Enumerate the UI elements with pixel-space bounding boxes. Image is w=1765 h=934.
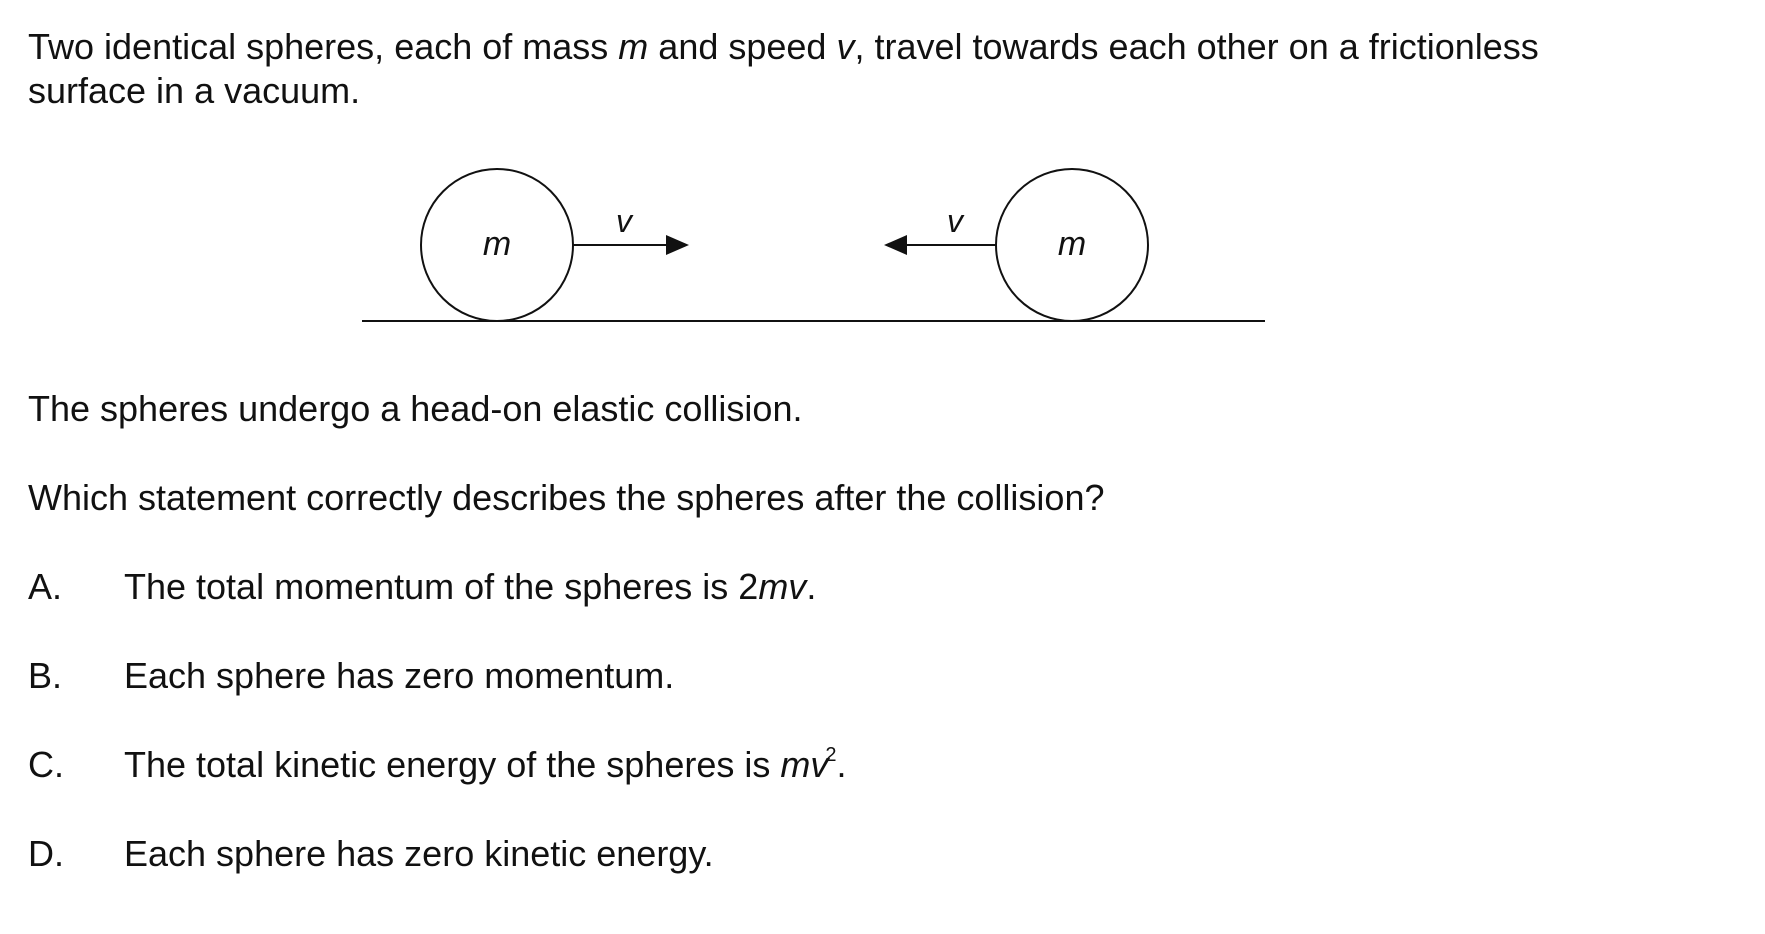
option-a-text[interactable] xyxy=(124,565,816,609)
intro-mass-symbol: m xyxy=(618,26,649,67)
left-velocity-label: v xyxy=(616,203,632,239)
left-sphere-mass-label: m xyxy=(482,225,512,263)
option-d-text[interactable]: Each sphere has zero kinetic energy. xyxy=(124,833,714,874)
right-velocity-label: v xyxy=(947,203,963,239)
intro-speed-symbol: v xyxy=(836,26,855,67)
left-arrow-icon xyxy=(884,235,907,255)
option-b-text[interactable]: Each sphere has zero momentum. xyxy=(124,655,675,696)
option-a-main: The total momentum of the spheres is 2 xyxy=(124,566,759,607)
option-a-letter[interactable]: A. xyxy=(28,566,63,607)
intro-line-2: surface in a vacuum. xyxy=(28,70,361,111)
option-c-letter[interactable]: C. xyxy=(28,744,64,785)
option-c-main: The total kinetic energy of the spheres is xyxy=(124,744,781,785)
right-arrow-icon xyxy=(666,235,689,255)
option-c-period: . xyxy=(836,744,847,785)
right-sphere-mass-label: m xyxy=(1057,225,1087,263)
intro-text-1: Two identical spheres, each of mass xyxy=(28,26,619,67)
option-b-letter[interactable]: B. xyxy=(28,655,63,696)
question-prompt: Which statement correctly describes the spheres after the collision? xyxy=(28,477,1105,518)
collision-statement: The spheres undergo a head-on elastic collision. xyxy=(28,388,803,429)
option-a-period: . xyxy=(806,566,817,607)
option-c-text[interactable] xyxy=(124,743,847,793)
intro-text-3: , travel towards each other on a frictionless xyxy=(854,26,1539,67)
option-a-symbol: mv xyxy=(758,566,807,607)
intro-text-2: and speed xyxy=(648,26,837,67)
option-c-symbol: mv xyxy=(780,744,829,785)
option-c-superscript: 2 xyxy=(825,744,837,766)
option-d-letter[interactable]: D. xyxy=(28,833,64,874)
